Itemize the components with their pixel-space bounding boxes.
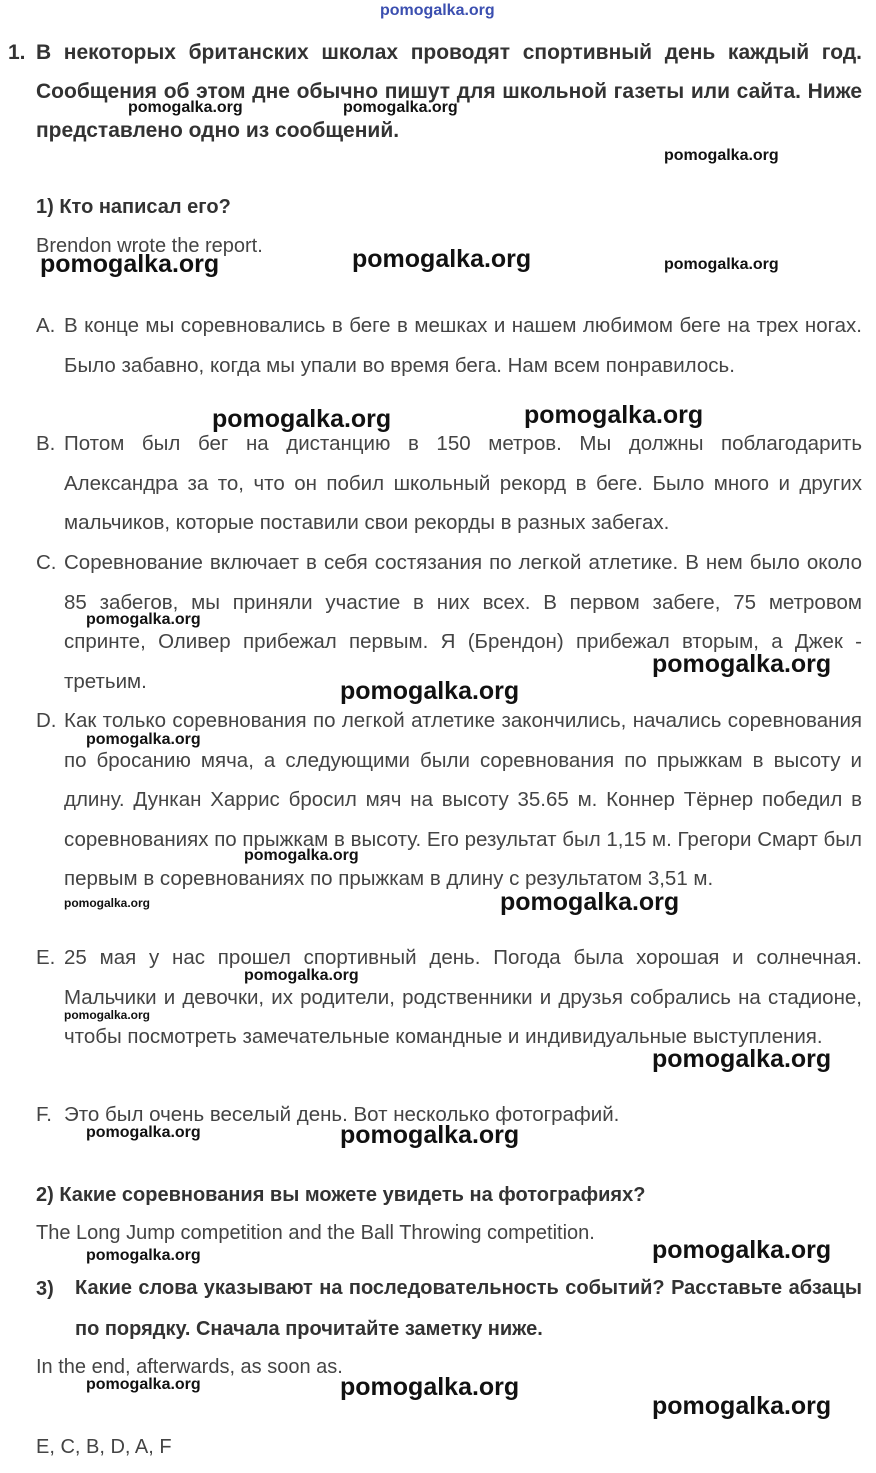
header-watermark: pomogalka.org xyxy=(380,2,495,19)
paragraph-e xyxy=(36,938,862,1057)
paragraph-a xyxy=(36,306,862,385)
watermark: pomogalka.org xyxy=(128,99,243,116)
paragraph-letter: A. xyxy=(36,314,56,337)
paragraph-letter: E. xyxy=(36,946,56,969)
watermark: pomogalka.org xyxy=(664,256,779,273)
paragraph-text: Как только соревнования по легкой атлетике закончились, начались соревнования по бросанию мяча, а следующими были соревнования по прыжкам в высоту и длину. Дункан Харрис бросил мяч на высоту 35.65 м. Коннер Тёрнер победил в соревнованиях по прыжкам в высоту. Его результат был 1,15 м. Грегори Смарт был первым в соревнованиях по прыжкам в длину с результатом 3,51 м. xyxy=(64,709,862,890)
task-number: 1. xyxy=(8,41,26,64)
watermark: pomogalka.org xyxy=(86,731,201,748)
watermark: pomogalka.org xyxy=(244,847,359,864)
paragraph-letter: D. xyxy=(36,709,57,732)
watermark: pomogalka.org xyxy=(652,1045,832,1073)
watermark: pomogalka.org xyxy=(340,677,520,705)
watermark: pomogalka.org xyxy=(340,1121,520,1149)
paragraph-letter: F. xyxy=(36,1103,52,1126)
paragraph-text: 25 мая у нас прошел спортивный день. Погода была хорошая и солнечная. Мальчики и девочки, их родители, родственники и друзья собрались на стадионе, чтобы посмотреть замечательные командные и индивидуальные выступления. xyxy=(64,946,862,1048)
answer-2: The Long Jump competition and the Ball Throwing competition. xyxy=(36,1222,595,1244)
watermark: pomogalka.org xyxy=(340,1373,520,1401)
watermark: pomogalka.org xyxy=(652,650,832,678)
paragraph-letter: C. xyxy=(36,551,57,574)
paragraph-letter: B. xyxy=(36,432,56,455)
answer-1: Brendon wrote the report. xyxy=(36,235,263,257)
paragraph-text: В конце мы соревновались в беге в мешках и нашем любимом беге на трех ногах. Было забавно, когда мы упали во время бега. Нам всем понравилось. xyxy=(64,314,862,377)
task-text: В некоторых британских школах проводят спортивный день каждый год. Сообщения об этом дне обычно пишут для школьной газеты или сайта. Ниже представлено одно из сообщений. xyxy=(36,41,862,142)
watermark: pomogalka.org xyxy=(524,401,704,429)
question-3: Какие слова указывают на последовательность событий? Расставьте абзацы по порядку. Сначала прочитайте заметку ниже. xyxy=(75,1277,862,1340)
watermark: pomogalka.org xyxy=(352,245,532,273)
watermark: pomogalka.org xyxy=(244,967,359,984)
watermark: pomogalka.org xyxy=(664,147,779,164)
paragraph-text: Это был очень веселый день. Вот несколько фотографий. xyxy=(64,1103,620,1126)
watermark: pomogalka.org xyxy=(86,1247,201,1264)
paragraph-text: Потом был бег на дистанцию в 150 метров. Мы должны поблагодарить Александра за то, что он побил школьный рекорд в беге. Было много и других мальчиков, которые поставили свои рекорды в разных забегах. xyxy=(64,432,862,534)
answer-3: In the end, afterwards, as soon as. xyxy=(36,1356,343,1378)
watermark: pomogalka.org xyxy=(343,99,458,116)
watermark: pomogalka.org xyxy=(86,1376,201,1393)
watermark: pomogalka.org xyxy=(86,611,201,628)
watermark: pomogalka.org xyxy=(500,888,680,916)
watermark: pomogalka.org xyxy=(652,1392,832,1420)
watermark: pomogalka.org xyxy=(64,1008,151,1022)
watermark: pomogalka.org xyxy=(212,405,392,433)
question-2: 2) Какие соревнования вы можете увидеть на фотографиях? xyxy=(36,1184,646,1206)
watermark: pomogalka.org xyxy=(86,1124,201,1141)
watermark: pomogalka.org xyxy=(40,250,220,278)
question-1: 1) Кто написал его? xyxy=(36,196,231,218)
paragraph-b xyxy=(36,424,862,543)
paragraph-text: Соревнование включает в себя состязания по легкой атлетике. В нем было около 85 забегов, мы приняли участие в них всех. В первом забеге, 75 метровом спринте, Оливер прибежал первым. Я (Брендон) прибежал вторым, а Джек - третьим. xyxy=(64,551,862,693)
question-3-number: 3) xyxy=(36,1278,54,1300)
watermark: pomogalka.org xyxy=(652,1236,832,1264)
paragraph-order: E, C, B, D, A, F xyxy=(36,1436,172,1458)
watermark: pomogalka.org xyxy=(64,896,151,910)
